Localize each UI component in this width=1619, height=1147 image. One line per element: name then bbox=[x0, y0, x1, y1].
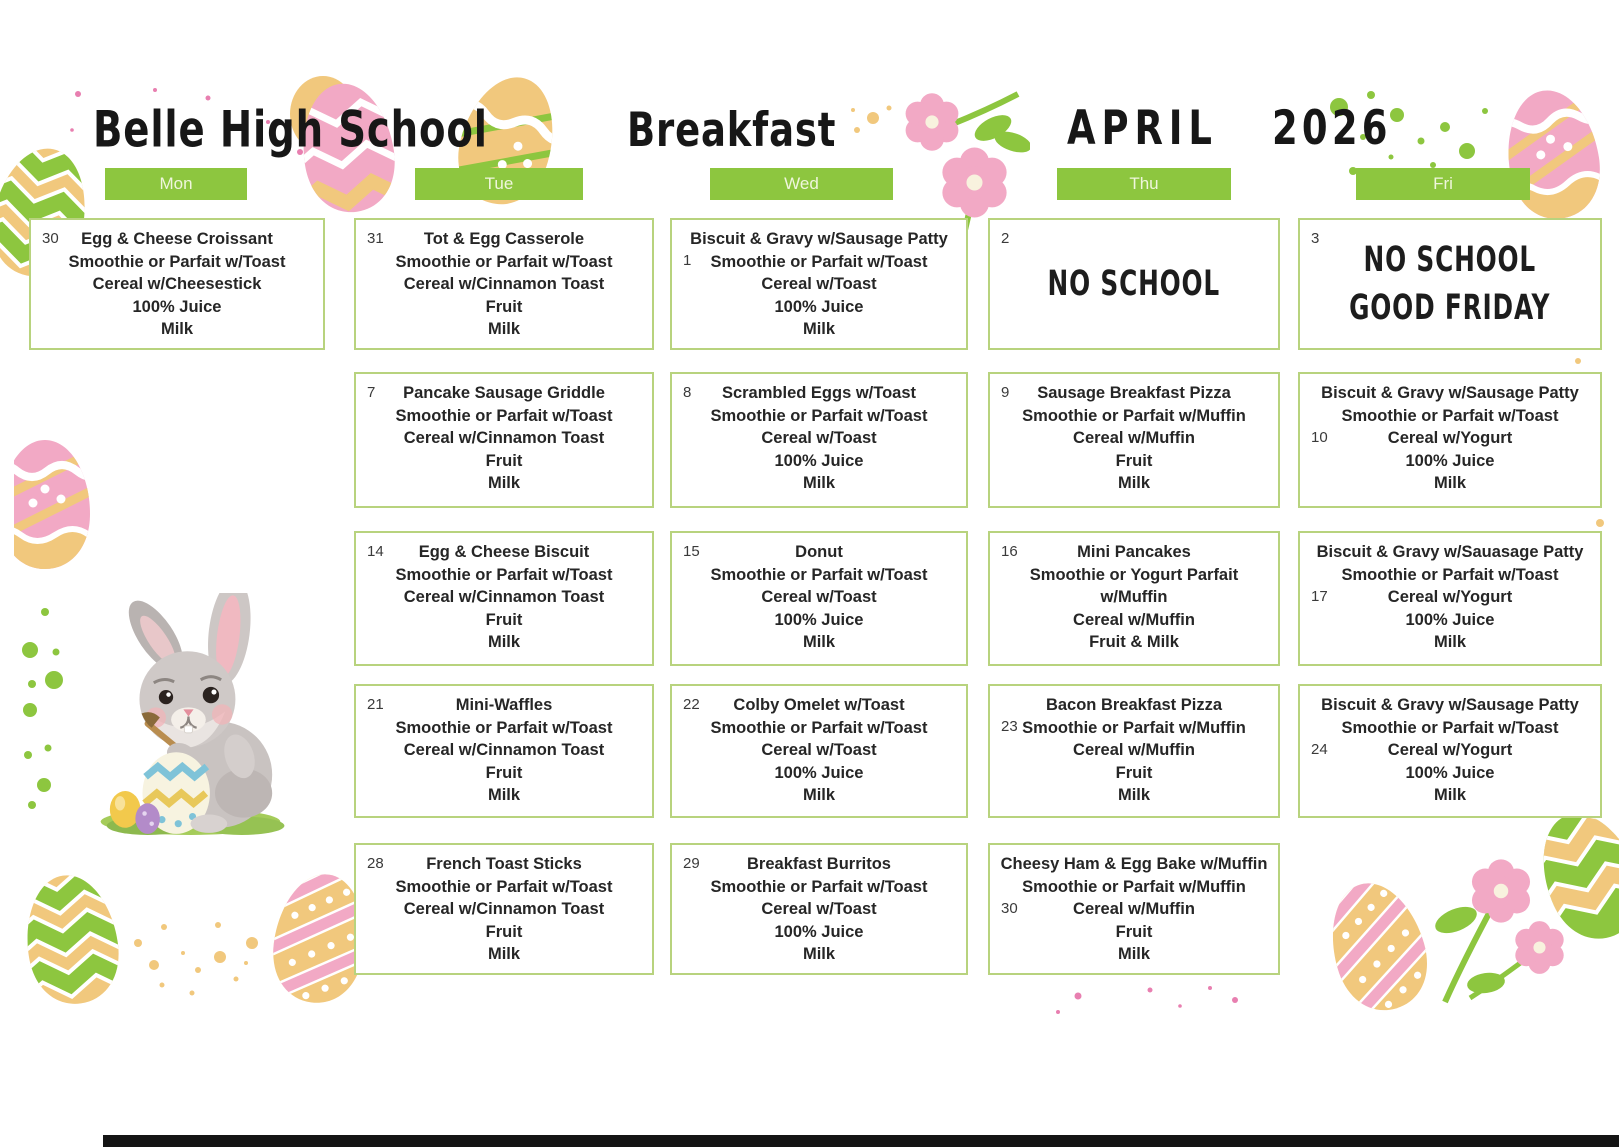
day-header-fri: Fri bbox=[1356, 168, 1530, 200]
menu-line: 100% Juice bbox=[1405, 610, 1495, 629]
month-title: APRIL bbox=[1067, 101, 1218, 157]
menu-line: Milk bbox=[1117, 474, 1151, 493]
menu-line: Smoothie or Yogurt Parfait bbox=[1029, 565, 1239, 584]
menu-line: Cereal w/Yogurt bbox=[1387, 741, 1513, 760]
menu-cell-apr9 bbox=[988, 372, 1280, 508]
menu-line: Milk bbox=[160, 320, 194, 339]
menu-line: Cereal w/Yogurt bbox=[1387, 588, 1513, 607]
menu-line: Cereal w/Cinnamon Toast bbox=[403, 588, 605, 607]
menu-line: Smoothie or Parfait w/Toast bbox=[1341, 718, 1559, 737]
menu-line: 100% Juice bbox=[132, 297, 222, 316]
menu-line: Fruit bbox=[485, 610, 523, 629]
day-number: 3 bbox=[1311, 230, 1320, 247]
menu-line: Biscuit & Gravy w/Sausage Patty bbox=[1321, 696, 1579, 714]
menu-cell-apr2-no-school bbox=[988, 218, 1280, 350]
menu-line: Smoothie or Parfait w/Toast bbox=[395, 877, 613, 896]
menu-line: Cheesy Ham & Egg Bake w/Muffin bbox=[1000, 855, 1268, 873]
easter-egg-top-right bbox=[1486, 76, 1619, 234]
menu-line: Milk bbox=[487, 945, 521, 964]
menu-line: Smoothie or Parfait w/Toast bbox=[710, 406, 928, 425]
menu-cell-mar31 bbox=[354, 218, 654, 350]
menu-line: Smoothie or Parfait w/Toast bbox=[395, 406, 613, 425]
menu-cell-apr1 bbox=[670, 218, 968, 350]
menu-line: Smoothie or Parfait w/Toast bbox=[710, 877, 928, 896]
easter-bunny-illustration bbox=[88, 593, 293, 838]
day-number: 7 bbox=[367, 384, 376, 401]
menu-line: Milk bbox=[1433, 633, 1467, 652]
pink-specks-bottom bbox=[1030, 978, 1260, 1023]
day-number: 23 bbox=[1001, 718, 1018, 735]
day-number: 30 bbox=[1001, 900, 1018, 917]
menu-line: French Toast Sticks bbox=[426, 855, 582, 873]
menu-line: Mini-Waffles bbox=[455, 696, 553, 714]
easter-egg-bottom-left bbox=[9, 863, 135, 1017]
day-header-mon: Mon bbox=[105, 168, 247, 200]
yellow-dots-top bbox=[845, 100, 905, 145]
menu-line: Smoothie or Parfait w/Muffin bbox=[1022, 718, 1246, 737]
menu-line: Tot & Egg Casserole bbox=[423, 230, 585, 248]
menu-line: Cereal w/Cinnamon Toast bbox=[403, 741, 605, 760]
menu-line: Smoothie or Parfait w/Toast bbox=[395, 718, 613, 737]
menu-cell-apr14 bbox=[354, 531, 654, 666]
menu-line: Fruit bbox=[485, 922, 523, 941]
no-school-notice: NO SCHOOL bbox=[1363, 239, 1537, 281]
scan-edge-bar bbox=[103, 1135, 1619, 1147]
menu-line: Cereal w/Toast bbox=[761, 900, 877, 919]
day-number: 1 bbox=[683, 252, 692, 269]
menu-line: Cereal w/Muffin bbox=[1073, 610, 1195, 629]
menu-line: Milk bbox=[802, 320, 836, 339]
menu-line: Egg & Cheese Biscuit bbox=[418, 543, 590, 561]
menu-line: Fruit bbox=[485, 451, 523, 470]
menu-line: Cereal w/Toast bbox=[761, 429, 877, 448]
menu-line: Cereal w/Toast bbox=[761, 275, 877, 294]
day-number: 17 bbox=[1311, 588, 1328, 605]
menu-line: Cereal w/Toast bbox=[761, 588, 877, 607]
menu-line: Smoothie or Parfait w/Toast bbox=[395, 565, 613, 584]
menu-line: 100% Juice bbox=[774, 763, 864, 782]
day-number: 16 bbox=[1001, 543, 1018, 560]
menu-line: Pancake Sausage Griddle bbox=[403, 384, 605, 402]
day-number: 31 bbox=[367, 230, 384, 247]
menu-line: 100% Juice bbox=[774, 297, 864, 316]
menu-cell-apr23 bbox=[988, 684, 1280, 818]
easter-egg-left-middle bbox=[14, 435, 110, 577]
day-number: 28 bbox=[367, 855, 384, 872]
menu-line: Smoothie or Parfait w/Toast bbox=[1341, 565, 1559, 584]
day-number: 14 bbox=[367, 543, 384, 560]
menu-line: Smoothie or Parfait w/Toast bbox=[710, 565, 928, 584]
menu-cell-apr29 bbox=[670, 843, 968, 975]
menu-line: Smoothie or Parfait w/Toast bbox=[710, 718, 928, 737]
menu-line: Milk bbox=[487, 633, 521, 652]
menu-line: Cereal w/Yogurt bbox=[1387, 429, 1513, 448]
day-number: 22 bbox=[683, 696, 700, 713]
menu-line: Milk bbox=[487, 474, 521, 493]
menu-line: w/Muffin bbox=[1100, 588, 1168, 607]
menu-cell-apr24 bbox=[1298, 684, 1602, 818]
menu-line: Biscuit & Gravy w/Sauasage Patty bbox=[1316, 543, 1584, 561]
menu-line: Cereal w/Cinnamon Toast bbox=[403, 275, 605, 294]
menu-line: Milk bbox=[802, 633, 836, 652]
menu-line: Scrambled Eggs w/Toast bbox=[721, 384, 917, 402]
day-header-tue: Tue bbox=[415, 168, 583, 200]
menu-line: Cereal w/Toast bbox=[761, 741, 877, 760]
day-number: 10 bbox=[1311, 429, 1328, 446]
menu-line: Fruit bbox=[485, 297, 523, 316]
menu-line: Milk bbox=[1433, 474, 1467, 493]
day-number: 9 bbox=[1001, 384, 1010, 401]
menu-line: Milk bbox=[802, 786, 836, 805]
menu-line: Donut bbox=[795, 543, 843, 561]
menu-line: Milk bbox=[802, 474, 836, 493]
menu-line: Fruit bbox=[1115, 763, 1153, 782]
menu-cell-apr3-good-friday bbox=[1298, 218, 1602, 350]
menu-line: Milk bbox=[1433, 786, 1467, 805]
menu-line: Fruit bbox=[1115, 922, 1153, 941]
menu-line: Milk bbox=[487, 786, 521, 805]
menu-cell-apr7 bbox=[354, 372, 654, 508]
menu-cell-apr17 bbox=[1298, 531, 1602, 666]
menu-line: Breakfast Burritos bbox=[747, 855, 891, 873]
day-header-wed: Wed bbox=[710, 168, 893, 200]
menu-line: Biscuit & Gravy w/Sausage Patty bbox=[1321, 384, 1579, 402]
day-number: 24 bbox=[1311, 741, 1328, 758]
menu-line: Cereal w/Cheesestick bbox=[92, 275, 262, 294]
day-header-thu: Thu bbox=[1057, 168, 1231, 200]
menu-line: Bacon Breakfast Pizza bbox=[1045, 696, 1223, 714]
menu-line: 100% Juice bbox=[1405, 763, 1495, 782]
yellow-dots-bottom bbox=[128, 915, 278, 1005]
menu-line: 100% Juice bbox=[774, 922, 864, 941]
menu-cell-apr16 bbox=[988, 531, 1280, 666]
good-friday-notice: GOOD FRIDAY bbox=[1349, 287, 1551, 329]
menu-cell-apr15 bbox=[670, 531, 968, 666]
menu-line: Cereal w/Muffin bbox=[1073, 429, 1195, 448]
menu-line: Fruit bbox=[1115, 451, 1153, 470]
menu-line: Colby Omelet w/Toast bbox=[733, 696, 905, 714]
menu-line: Smoothie or Parfait w/Muffin bbox=[1022, 406, 1246, 425]
day-number: 2 bbox=[1001, 230, 1010, 247]
menu-line: 100% Juice bbox=[1405, 451, 1495, 470]
day-number: 15 bbox=[683, 543, 700, 560]
day-number: 30 bbox=[42, 230, 59, 247]
menu-line: 100% Juice bbox=[774, 610, 864, 629]
day-number: 21 bbox=[367, 696, 384, 713]
menu-line: Milk bbox=[802, 945, 836, 964]
menu-cell-apr8 bbox=[670, 372, 968, 508]
menu-line: Cereal w/Cinnamon Toast bbox=[403, 900, 605, 919]
menu-line: Smoothie or Parfait w/Toast bbox=[710, 252, 928, 271]
menu-line: Fruit & Milk bbox=[1089, 633, 1179, 652]
menu-cell-mar30 bbox=[29, 218, 325, 350]
menu-line: Milk bbox=[487, 320, 521, 339]
menu-line: Smoothie or Parfait w/Toast bbox=[68, 252, 286, 271]
menu-cell-apr30 bbox=[988, 843, 1280, 975]
menu-line: Cereal w/Muffin bbox=[1073, 900, 1195, 919]
menu-line: Smoothie or Parfait w/Muffin bbox=[1022, 877, 1246, 896]
menu-line: Mini Pancakes bbox=[1077, 543, 1191, 561]
school-title: Belle High School bbox=[93, 100, 488, 159]
menu-cell-apr21 bbox=[354, 684, 654, 818]
meal-title: Breakfast bbox=[627, 103, 837, 159]
menu-cell-apr28 bbox=[354, 843, 654, 975]
menu-cell-apr10 bbox=[1298, 372, 1602, 508]
menu-line: Smoothie or Parfait w/Toast bbox=[1341, 406, 1559, 425]
menu-cell-apr22 bbox=[670, 684, 968, 818]
menu-line: Cereal w/Cinnamon Toast bbox=[403, 429, 605, 448]
no-school-notice: NO SCHOOL bbox=[1047, 263, 1221, 305]
menu-line: 100% Juice bbox=[774, 451, 864, 470]
day-number: 29 bbox=[683, 855, 700, 872]
day-number: 8 bbox=[683, 384, 692, 401]
menu-line: Milk bbox=[1117, 945, 1151, 964]
menu-line: Egg & Cheese Croissant bbox=[81, 230, 273, 248]
menu-line: Cereal w/Muffin bbox=[1073, 741, 1195, 760]
menu-line: Fruit bbox=[485, 763, 523, 782]
menu-line: Sausage Breakfast Pizza bbox=[1037, 384, 1231, 402]
menu-line: Smoothie or Parfait w/Toast bbox=[395, 252, 613, 271]
year-title: 2026 bbox=[1272, 101, 1392, 157]
menu-line: Biscuit & Gravy w/Sausage Patty bbox=[690, 230, 948, 248]
menu-line: Milk bbox=[1117, 786, 1151, 805]
